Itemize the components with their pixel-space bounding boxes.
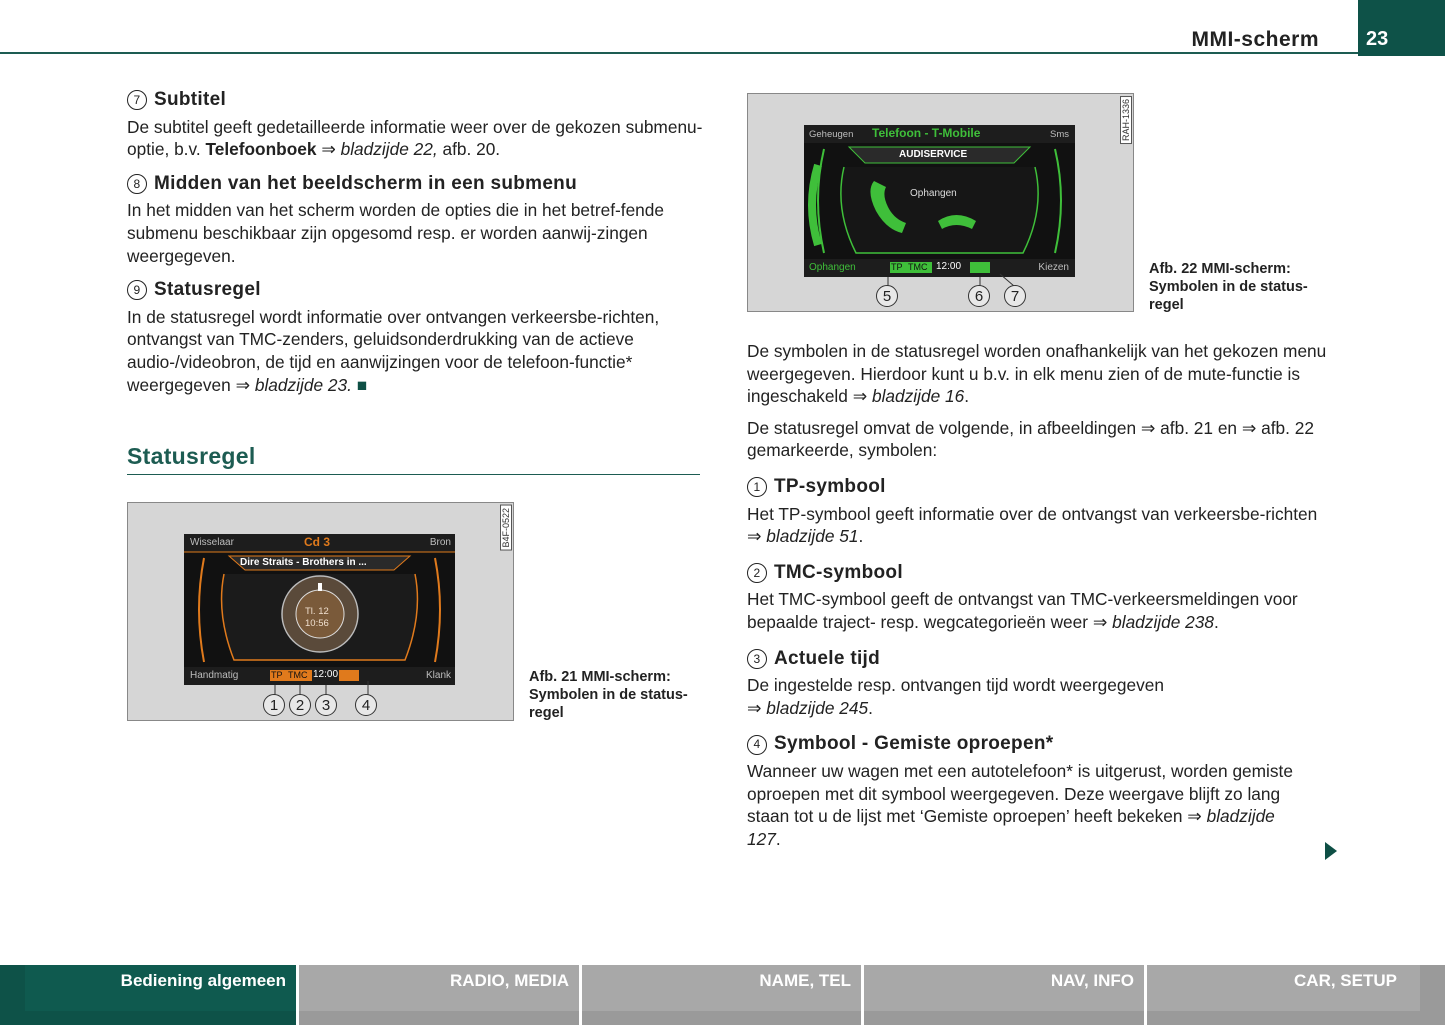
page-reference-link[interactable]: bladzijde 16 (871, 386, 965, 407)
number-circle: 1 (747, 477, 767, 497)
figure-code: B4F-0522 (500, 505, 512, 551)
right-column (747, 340, 1327, 862)
intro-paragraph: De symbolen in de statusregel worden onafhankelijk van het gekozen menu weergegeven. Hierdoor kunt u b.v. in elk menu zien of de mute-functie is ingeschakeld ⇒ bladzijde 16. (747, 341, 1327, 407)
marker-lines (748, 94, 1135, 313)
page-number-box (1358, 0, 1445, 56)
marker-7: 7 (1004, 285, 1026, 307)
left-column (127, 89, 707, 408)
tab-name-tel[interactable]: NAME, TEL (582, 965, 861, 1025)
marker-lines (128, 503, 515, 722)
item-heading: 3 Actuele tijd (747, 648, 1327, 671)
page-reference-link[interactable]: bladzijde 127 (747, 806, 1275, 849)
item-heading: 8 Midden van het beeldscherm in een submenu (127, 173, 707, 196)
item-text: De ingestelde resp. ontvangen tijd wordt weergegeven ⇒ bladzijde 245. (747, 675, 1164, 718)
number-circle: 4 (747, 735, 767, 755)
page-reference-link[interactable]: bladzijde 238 (1112, 611, 1214, 632)
mmi-screen-phone: Geheugen Telefoon - T-Mobile Sms AUDISERVICE Ophangen Ophangen TP TMC 12:00 Kiezen (804, 125, 1075, 277)
item-heading: 2 TMC-symbool (747, 562, 1327, 585)
item-text: In het midden van het scherm worden de opties die in het betref-fende submenu beschikbaar zijn opgesomd resp. er worden aanwij-zingen weergegeven. (127, 200, 665, 266)
number-circle: 8 (127, 174, 147, 194)
section-title: Statusregel (127, 443, 700, 475)
item-text: Het TMC-symbool geeft de ontvangst van TMC-verkeersmeldingen voor bepaalde traject- resp. wegcategorieën weer ⇒ bladzijde 238. (747, 589, 1298, 632)
figure-22 (747, 93, 1134, 312)
tab-radio-media[interactable]: RADIO, MEDIA (299, 965, 579, 1025)
number-circle: 2 (747, 563, 767, 583)
page-reference-link[interactable]: bladzijde 245 (766, 697, 869, 718)
page-title: MMI-scherm (1191, 28, 1319, 51)
item-heading: 4 Symbool - Gemiste oproepen* (747, 733, 1327, 756)
marker-6: 6 (968, 285, 990, 307)
page-reference-link[interactable]: bladzijde 22, (340, 139, 438, 160)
item-heading: 1 TP-symbool (747, 476, 1327, 499)
mmi-screen-radio: Wisselaar Cd 3 Bron Dire Straits - Brothers in ... Tl. 12 10:56 Handmatig TP TMC 12:00 Klank (184, 534, 455, 685)
figure-21-caption: Afb. 21 MMI-scherm: Symbolen in de status-regel (529, 669, 688, 721)
item-text: Wanneer uw wagen met een autotelefoon* is uitgerust, worden gemiste oproepen met dit symbool weergegeven. Deze weergave blijft zo lang staan tot u de lijst met ‘Gemiste oproepen’ heeft bekeken ⇒ bladzijde 127. (747, 760, 1293, 849)
item-heading: 7 Subtitel (127, 89, 707, 112)
marker-3: 3 (315, 694, 337, 716)
marker-2: 2 (289, 694, 311, 716)
figure-21 (127, 502, 514, 721)
marker-1: 1 (263, 694, 285, 716)
item-text: In de statusregel wordt informatie over ontvangen verkeersbe-richten, ontvangst van TMC-zenders, geluidsonderdrukking van de actieve audio-/videobron, de tijd en aanwijzingen voor de telefoon-functie* weergegeven ⇒ bladzijde 23. ■ (127, 306, 660, 395)
figure-22-caption: Afb. 22 MMI-scherm: Symbolen in de status-regel (1149, 261, 1308, 313)
page-reference-link[interactable]: bladzijde 51 (766, 526, 859, 547)
number-circle: 9 (127, 280, 147, 300)
number-circle: 7 (127, 90, 147, 110)
figure-code: RAH-1336 (1120, 96, 1132, 144)
header-rule (0, 52, 1358, 54)
intro-paragraph: De statusregel omvat de volgende, in afbeeldingen ⇒ afb. 21 en ⇒ afb. 22 gemarkeerde, symbolen: (747, 417, 1314, 461)
page-number: 23 (1366, 28, 1389, 50)
marker-4: 4 (355, 694, 377, 716)
tab-bediening-algemeen[interactable]: Bediening algemeen (0, 965, 296, 1025)
item-text: Het TP-symbool geeft informatie over de ontvangst van verkeersbe-richten ⇒ bladzijde 51. (747, 503, 1318, 547)
number-circle: 3 (747, 649, 767, 669)
page-reference-link[interactable]: bladzijde 23. (254, 374, 352, 395)
tab-nav-info[interactable]: NAV, INFO (864, 965, 1144, 1025)
item-text: De subtitel geeft gedetailleerde informatie weer over de gekozen submenu-optie, b.v. Telefoonboek ⇒ bladzijde 22, afb. 20. (127, 116, 703, 160)
item-heading: 9 Statusregel (127, 279, 707, 302)
tab-car-setup[interactable]: CAR, SETUP (1147, 965, 1445, 1025)
next-page-arrow-icon[interactable] (1325, 842, 1337, 860)
marker-5: 5 (876, 285, 898, 307)
